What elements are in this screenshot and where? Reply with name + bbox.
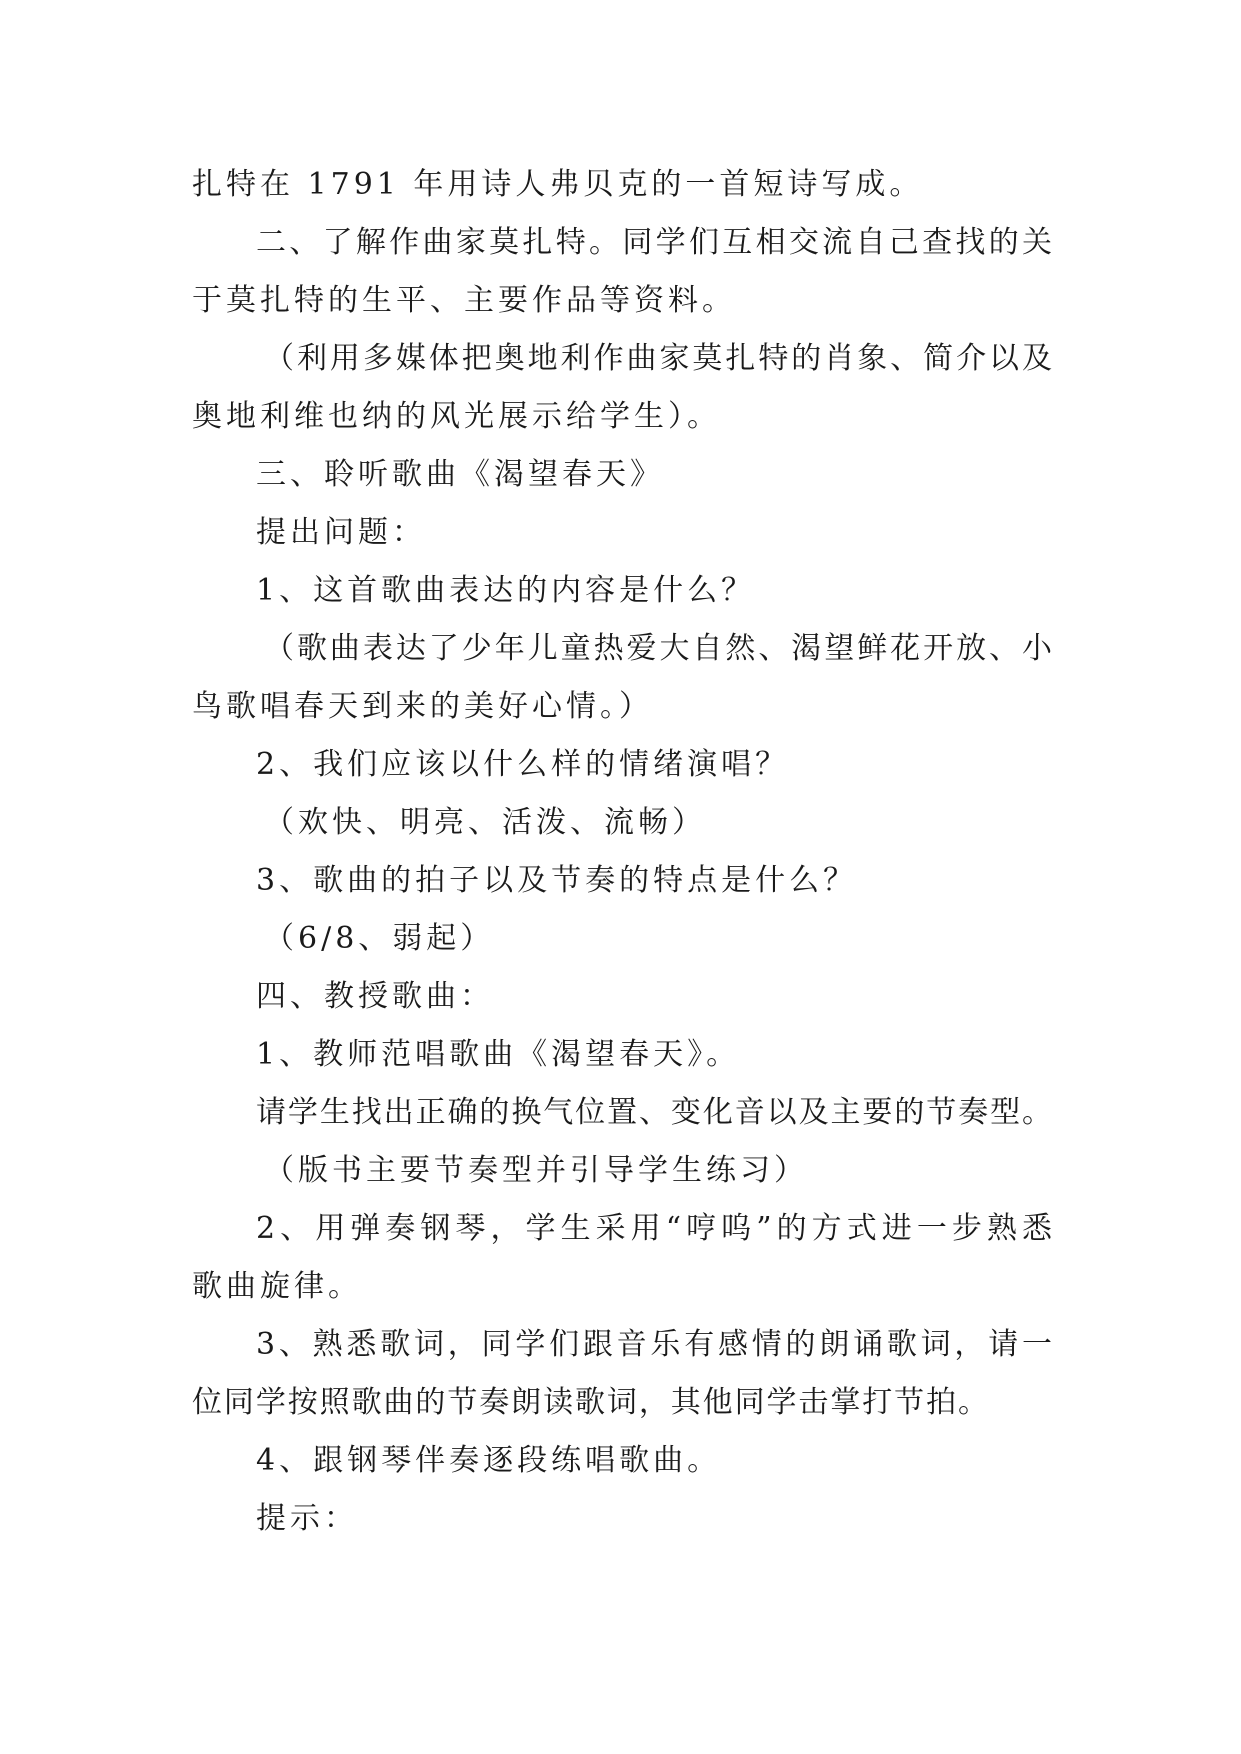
text-line: 请学生找出正确的换气位置、变化音以及主要的节奏型。	[256, 1095, 1052, 1130]
text-line: 1、这首歌曲表达的内容是什么？	[256, 573, 756, 608]
text-line: 四、教授歌曲：	[256, 979, 494, 1014]
text-line: 2、用弹奏钢琴，学生采用“哼呜”的方式进一步熟悉	[256, 1211, 1052, 1246]
text-line: 3、熟悉歌词，同学们跟音乐有感情的朗诵歌词，请一	[256, 1327, 1052, 1362]
text-line: 提示：	[256, 1501, 358, 1536]
text-line: 鸟歌唱春天到来的美好心情。）	[192, 689, 653, 724]
text-line: 3、歌曲的拍子以及节奏的特点是什么？	[256, 863, 858, 898]
text-line: （利用多媒体把奥地利作曲家莫扎特的肖象、简介以及	[264, 341, 1052, 376]
text-line: （版书主要节奏型并引导学生练习）	[264, 1153, 808, 1188]
text-line: 位同学按照歌曲的节奏朗读歌词，其他同学击掌打节拍。	[192, 1385, 988, 1420]
text-line: 二、了解作曲家莫扎特。同学们互相交流自己查找的关	[256, 225, 1052, 260]
text-line: 奥地利维也纳的风光展示给学生）。	[192, 399, 721, 434]
text-line: （歌曲表达了少年儿童热爱大自然、渴望鲜花开放、小	[264, 631, 1052, 666]
text-line: 于莫扎特的生平、主要作品等资料。	[192, 283, 736, 318]
text-line: 2、我们应该以什么样的情绪演唱？	[256, 747, 790, 782]
text-line: （6/8、弱起）	[264, 921, 495, 956]
text-line: 4、跟钢琴伴奏逐段练唱歌曲。	[256, 1443, 722, 1478]
text-line: 提出问题：	[256, 515, 426, 550]
text-line: 三、聆听歌曲《渴望春天》	[256, 457, 664, 492]
text-line: 1、教师范唱歌曲《渴望春天》。	[256, 1037, 741, 1072]
text-line: 歌曲旋律。	[192, 1269, 362, 1304]
text-line: （欢快、明亮、活泼、流畅）	[264, 805, 706, 840]
text-line: 扎特在 1791 年用诗人弗贝克的一首短诗写成。	[192, 167, 924, 202]
